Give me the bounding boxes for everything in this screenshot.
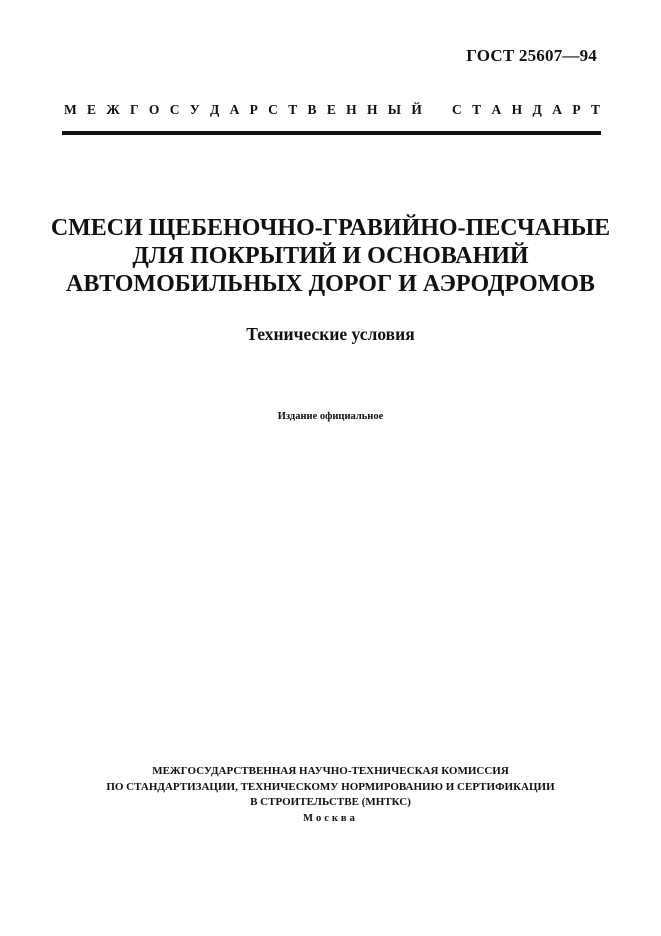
heading-letter: О	[148, 102, 160, 117]
heading-letter: В	[307, 102, 317, 117]
publisher-city: Москва	[303, 812, 358, 824]
heading-letter: Ж	[106, 102, 120, 117]
edition-note: Издание официальное	[277, 411, 384, 422]
publisher-block	[40, 764, 621, 826]
document-title	[40, 214, 621, 298]
heading-letter: Т	[472, 102, 482, 117]
heading-letter: У	[189, 102, 200, 117]
publisher-line: ПО СТАНДАРТИЗАЦИИ, ТЕХНИЧЕСКОМУ НОРМИРОВАНИЮ И СЕРТИФИКАЦИИ	[106, 780, 555, 793]
title-line: СМЕСИ ЩЕБЕНОЧНО-ГРАВИЙНО-ПЕСЧАНЫЕ	[50, 215, 611, 241]
standard-type-heading	[64, 102, 600, 118]
heading-letter: Р	[572, 102, 581, 117]
publisher-line: МЕЖГОСУДАРСТВЕННАЯ НАУЧНО-ТЕХНИЧЕСКАЯ КОМИССИЯ	[152, 765, 509, 777]
publisher-line: В СТРОИТЕЛЬСТВЕ (МНТКС)	[250, 796, 411, 808]
document-number: ГОСТ 25607—94	[466, 46, 597, 65]
heading-letter: Ы	[387, 102, 402, 117]
heading-letter: Е	[87, 102, 97, 117]
heading-letter: Д	[532, 102, 542, 117]
heading-letter: М	[64, 102, 77, 117]
heading-letter: С	[268, 102, 278, 117]
document-subtitle: Технические условия	[246, 324, 415, 344]
title-line: ДЛЯ ПОКРЫТИЙ И ОСНОВАНИЙ	[132, 243, 529, 269]
title-line: АВТОМОБИЛЬНЫХ ДОРОГ И АЭРОДРОМОВ	[66, 271, 595, 297]
heading-letter: Т	[288, 102, 298, 117]
header-divider	[62, 131, 601, 135]
standard-type-word-interstate	[64, 102, 422, 118]
heading-letter: Р	[249, 102, 258, 117]
heading-letter: Е	[326, 102, 336, 117]
heading-letter: Н	[346, 102, 357, 117]
heading-letter: А	[229, 102, 240, 117]
heading-letter: С	[452, 102, 462, 117]
heading-letter: Й	[411, 102, 422, 117]
heading-letter: Н	[366, 102, 378, 117]
heading-letter: С	[169, 102, 180, 117]
heading-letter: Д	[209, 102, 220, 117]
heading-letter: Г	[130, 102, 139, 117]
standard-type-word-standard	[452, 102, 600, 118]
heading-letter: А	[491, 102, 502, 117]
heading-letter: Т	[590, 102, 600, 117]
heading-letter: А	[552, 102, 562, 117]
heading-letter: Н	[511, 102, 523, 117]
